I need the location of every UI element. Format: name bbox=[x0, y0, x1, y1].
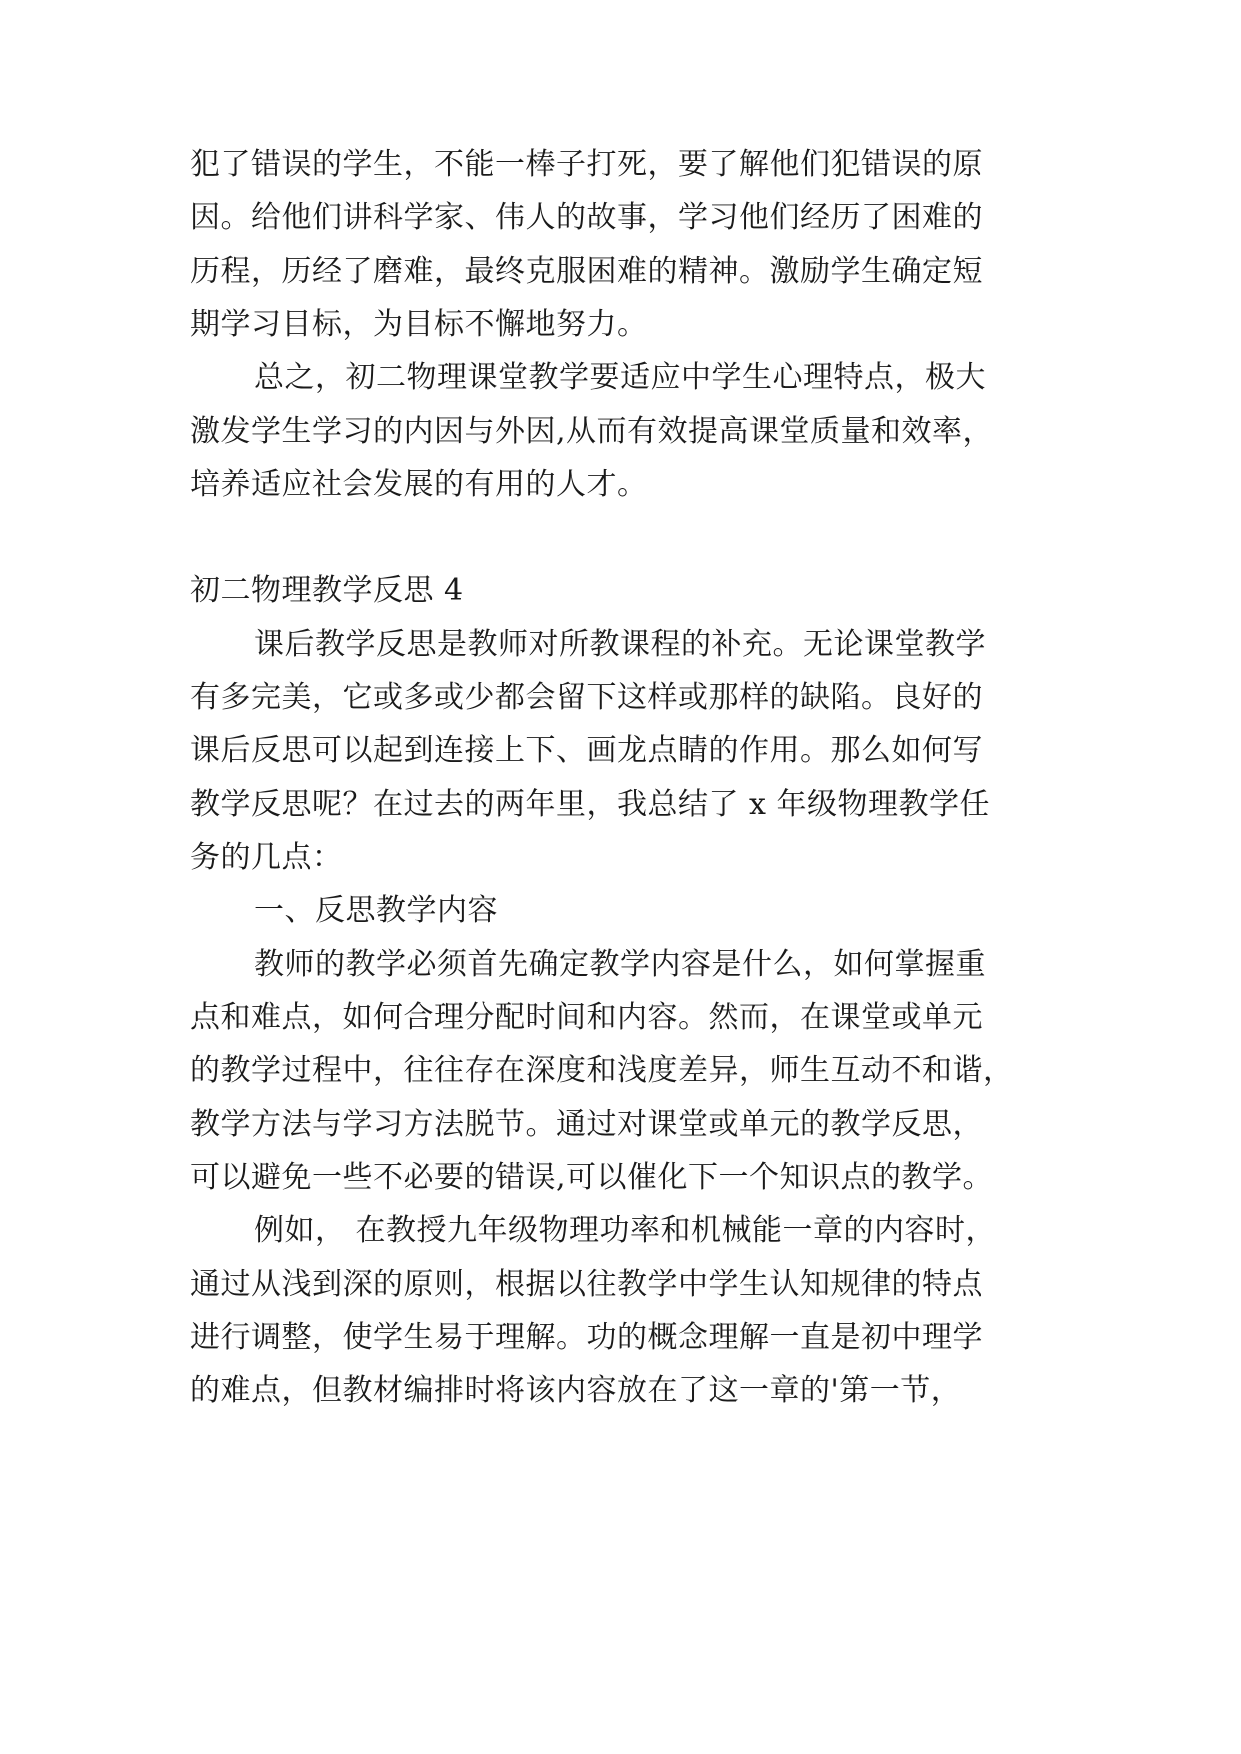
paragraph-line: 教师的教学必须首先确定教学内容是什么，如何掌握重 bbox=[254, 947, 986, 982]
paragraph-line: 的难点，但教材编排时将该内容放在了这一章的'第一节， bbox=[190, 1373, 962, 1408]
paragraph-line: 课后教学反思是教师对所教课程的补充。无论课堂教学 bbox=[254, 627, 986, 662]
paragraph-line: 有多完美，它或多或少都会留下这样或那样的缺陷。良好的 bbox=[190, 680, 983, 715]
paragraph-line: 务的几点： bbox=[190, 840, 343, 875]
paragraph-line: 培养适应社会发展的有用的人才。 bbox=[190, 467, 648, 502]
paragraph-line: 通过从浅到深的原则，根据以往教学中学生认知规律的特点 bbox=[190, 1267, 983, 1302]
paragraph-line: 激发学生学习的内因与外因,从而有效提高课堂质量和效率， bbox=[190, 414, 994, 449]
paragraph-line: 可以避免一些不必要的错误,可以催化下一个知识点的教学。 bbox=[190, 1160, 994, 1195]
paragraph-line: 进行调整，使学生易于理解。功的概念理解一直是初中理学 bbox=[190, 1320, 983, 1355]
section-heading: 初二物理教学反思 4 bbox=[190, 573, 464, 608]
paragraph-line: 的教学过程中，往往存在深度和浅度差异，师生互动不和谐， bbox=[190, 1053, 1014, 1088]
paragraph-line: 点和难点，如何合理分配时间和内容。然而，在课堂或单元 bbox=[190, 1000, 983, 1035]
paragraph-line: 总之，初二物理课堂教学要适应中学生心理特点，极大 bbox=[254, 360, 986, 395]
paragraph-line: 例如， 在教授九年级物理功率和机械能一章的内容时， bbox=[254, 1213, 997, 1248]
paragraph-line: 教学反思呢？在过去的两年里，我总结了 x 年级物理教学任 bbox=[190, 787, 990, 822]
paragraph-line: 教学方法与学习方法脱节。通过对课堂或单元的教学反思， bbox=[190, 1107, 983, 1142]
paragraph-line: 因。给他们讲科学家、伟人的故事，学习他们经历了困难的 bbox=[190, 200, 983, 235]
subsection-heading: 一、反思教学内容 bbox=[254, 893, 498, 928]
paragraph-line: 犯了错误的学生，不能一棒子打死，要了解他们犯错误的原 bbox=[190, 147, 983, 182]
paragraph-line: 期学习目标，为目标不懈地努力。 bbox=[190, 307, 648, 342]
paragraph-line: 课后反思可以起到连接上下、画龙点睛的作用。那么如何写 bbox=[190, 733, 983, 768]
paragraph-line: 历程，历经了磨难，最终克服困难的精神。激励学生确定短 bbox=[190, 254, 983, 289]
